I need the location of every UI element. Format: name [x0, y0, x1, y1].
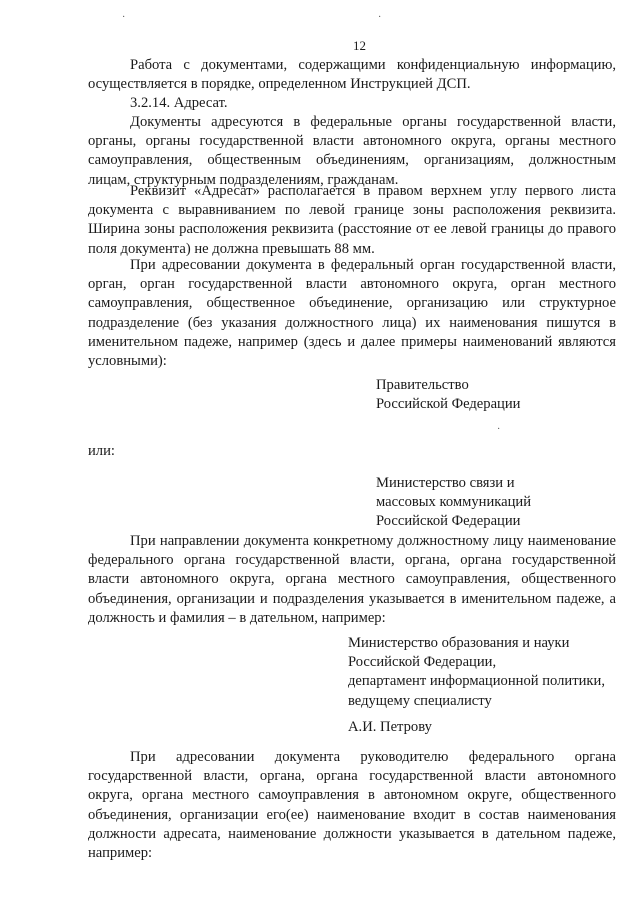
scan-mark: · [378, 12, 382, 23]
paragraph-addressing: Документы адресуются в федеральные органы государственной власти, органы, органы государственной власти автономного округа, органы местного самоуправления, общественным объединениям, организациям, должностным лицам, структурным подразделениям, гражданам. [88, 114, 616, 188]
paragraph-official: При направлении документа конкретному должностному лицу наименование федерального органа государственной власти, органа, органа государственной власти автономного округа, органа местного самоуправления, общественного объединения, организации и подразделения указывается в именительном падеже, а должность и фамилия – в дательном, например: [88, 533, 616, 626]
example-addressee-ministry-education [348, 634, 605, 711]
example-line: Правительство [376, 377, 469, 393]
scan-mark: · [497, 424, 501, 435]
example-line: Министерство образования и науки [348, 635, 570, 651]
paragraph-requisite: Реквизит «Адресат» располагается в правом верхнем углу первого листа документа с выравниванием по левой границе зоны расположения реквизита. Ширина зоны расположения реквизита (расстояние от ее левой границы до правого поля документа) не должна превышать 88 мм. [88, 183, 616, 257]
or-label: или: [88, 443, 115, 459]
example-line: Российской Федерации [376, 396, 521, 413]
example-line: Российской Федерации, [348, 654, 497, 671]
example-addressee-ministry-communications [376, 474, 531, 532]
scan-mark: · [122, 12, 126, 23]
paragraph-federal-organ: При адресовании документа в федеральный орган государственной власти, орган, орган государственной власти автономного округа, орган местного самоуправления, общественное объединение, организацию или структурное подразделение (без указания должностного лица) их наименования пишутся в именительном падеже, например (здесь и далее примеры наименований являются условными): [88, 257, 616, 370]
section-heading-addressee: 3.2.14. Адресат. [130, 95, 228, 111]
example-line: массовых коммуникаций [376, 494, 532, 511]
page-number: 12 [353, 38, 366, 53]
example-line: ведущему специалисту [348, 692, 492, 709]
example-recipient-name: А.И. Петрову [348, 719, 432, 735]
paragraph-confidential: Работа с документами, содержащими конфиденциальную информацию, осуществляется в порядке, определенном Инструкцией ДСП. [88, 57, 616, 93]
paragraph-head-of-organ: При адресовании документа руководителю федерального органа государственной власти, органа, органа государственной власти автономного округа, органа местного самоуправления в автономном округе, общественного объединения, организации его(ее) наименование входит в состав наименования должности адресата, наименование должности указывается в дательном падеже, например: [88, 749, 616, 862]
example-line: департамент информационной политики, [348, 673, 605, 690]
example-line: Российской Федерации [376, 513, 521, 530]
example-line: Министерство связи и [376, 475, 515, 491]
example-addressee-government [376, 376, 521, 414]
